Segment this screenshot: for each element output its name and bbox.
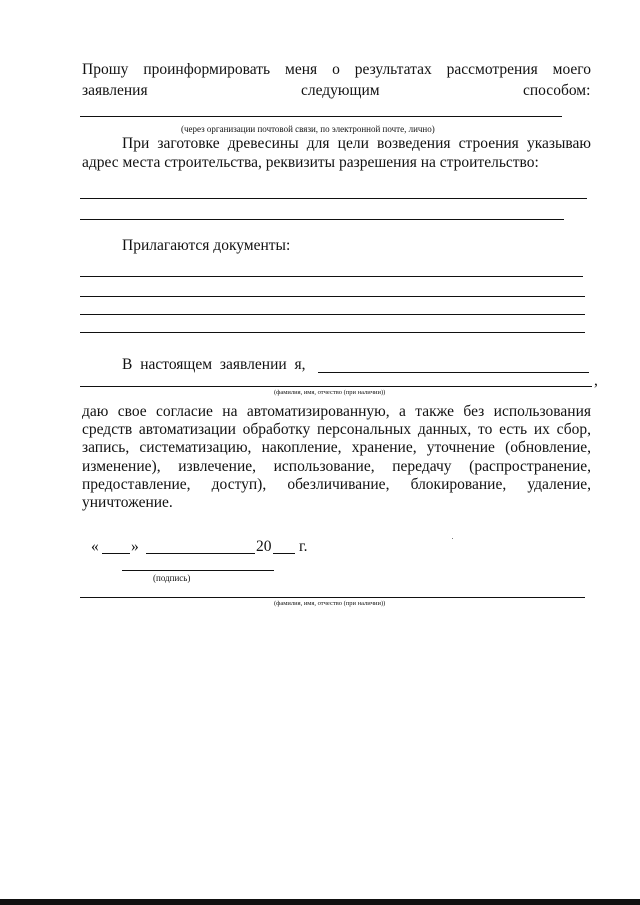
date-month-line[interactable] [146, 553, 255, 554]
signature-line[interactable] [122, 570, 274, 571]
timber-line2: адрес места строительства, реквизиты разрешения на строительство: [82, 154, 539, 171]
info-method-line[interactable] [80, 116, 562, 117]
applicant-name-caption: (фамилия, имя, отчество (при наличии)) [274, 389, 386, 396]
info-request-word-method: способом: [523, 82, 591, 99]
timber-line1: При заготовке древесины для цели возведения строения указываю [122, 135, 591, 152]
documents-line-2[interactable] [80, 296, 585, 297]
trailing-comma: , [594, 372, 598, 389]
info-request-line1: Прошу проинформировать меня о результатах рассмотрения моего [82, 61, 591, 78]
signer-name-line[interactable] [80, 597, 585, 598]
documents-line-3[interactable] [80, 314, 585, 315]
info-method-caption: (через организации почтовой связи, по электронной почте, лично) [181, 124, 435, 134]
documents-line-4[interactable] [80, 332, 585, 333]
scan-bottom-edge [0, 899, 640, 905]
date-year-suffix: г. [299, 538, 308, 555]
info-request-word-following: следующим [301, 82, 380, 99]
construction-address-line-1[interactable] [80, 198, 587, 199]
construction-address-line-2[interactable] [80, 219, 564, 220]
applicant-name-line-1[interactable] [318, 372, 589, 373]
date-year-line[interactable] [273, 553, 295, 554]
info-request-word-application: заявления [82, 82, 148, 99]
applicant-name-line-2[interactable] [80, 386, 592, 387]
date-open-quote: « [91, 538, 99, 555]
consent-paragraph: даю свое согласие на автоматизированную, а также без использования средств автоматизации обработку персональных данных, то есть их сбор, запись, систематизацию, накопление, хранение, уточнение (обновление, изменение), извлечение, использование, передачу (распространение, предоставление, доступ), обезличивание, блокирование, удаление, уничтожение. [82, 403, 591, 512]
date-close-quote: » [131, 538, 139, 555]
date-year-prefix: 20 [256, 538, 272, 555]
attached-documents-heading: Прилагаются документы: [122, 237, 291, 254]
signer-name-caption: (фамилия, имя, отчество (при наличии)) [274, 600, 386, 607]
date-day-line[interactable] [102, 553, 130, 554]
documents-line-1[interactable] [80, 276, 583, 277]
consent-intro: В настоящем заявлении я, [122, 356, 306, 373]
signature-caption: (подпись) [153, 573, 191, 583]
scan-speck [452, 538, 453, 539]
